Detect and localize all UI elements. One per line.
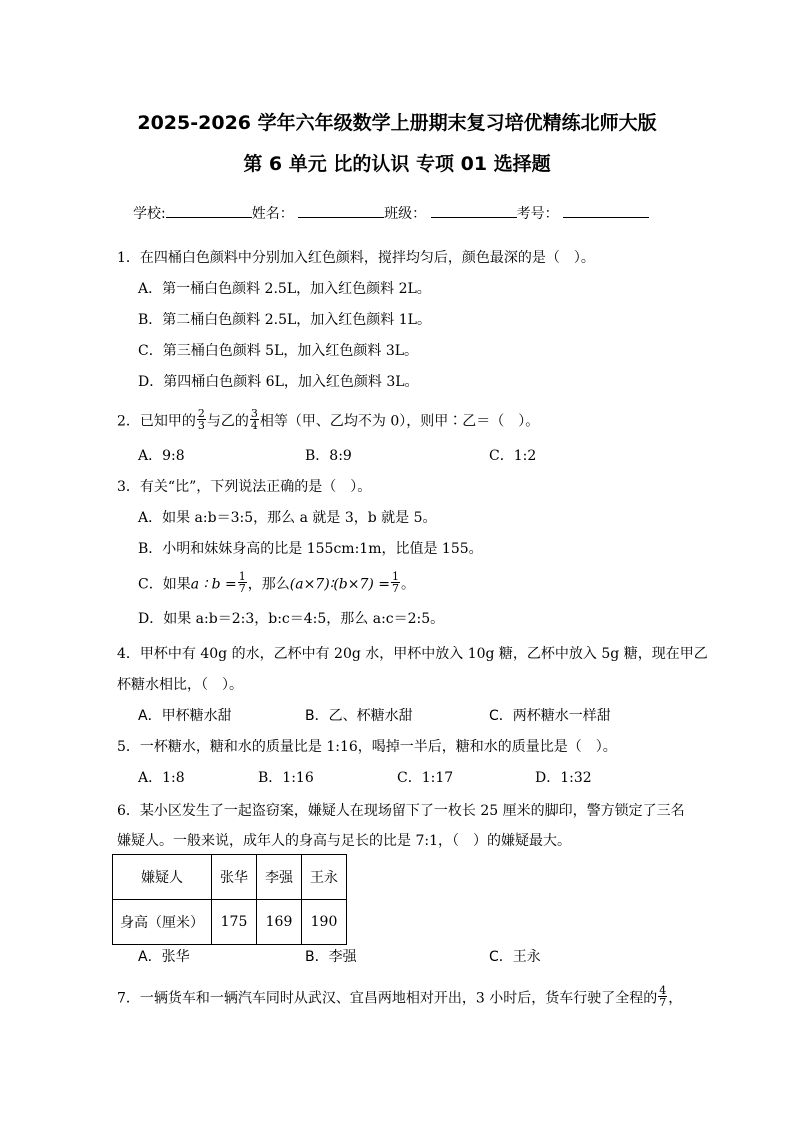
q1-option-d[interactable]: D．第四桶白色颜料 6L，加入红色颜料 3L。 xyxy=(138,374,419,390)
fraction-denominator: 7 xyxy=(238,582,246,595)
q6-option-c[interactable]: C．王永 xyxy=(489,949,541,965)
q1-option-b[interactable]: B．第二桶白色颜料 2.5L，加入红色颜料 1L。 xyxy=(138,312,431,328)
table-cell: 169 xyxy=(257,900,302,945)
q5-option-b[interactable]: B．1:16 xyxy=(258,770,314,786)
q2-stem-a: 2．已知甲的 xyxy=(117,413,196,430)
q4-option-b[interactable]: B．乙、杯糖水甜 xyxy=(305,708,413,724)
student-info-row xyxy=(133,203,649,223)
fraction-numerator: 4 xyxy=(659,984,667,997)
q3-option-c-end: 。 xyxy=(401,576,416,593)
q7-stem xyxy=(117,984,683,1010)
page-title: 2025-2026 学年六年级数学上册期末复习培优精练北师大版 xyxy=(137,112,657,134)
q3-option-c[interactable] xyxy=(138,570,416,596)
fraction-numerator: 1 xyxy=(392,570,400,583)
table-header-cell: 李强 xyxy=(257,855,302,900)
table-header-cell: 王永 xyxy=(302,855,347,900)
q1-option-c[interactable]: C．第三桶白色颜料 5L，加入红色颜料 3L。 xyxy=(138,343,419,359)
q7-stem-end: ， xyxy=(668,990,683,1007)
q5-stem: 5．一杯糖水，糖和水的质量比是 1:16，喝掉一半后，糖和水的质量比是（ ）。 xyxy=(117,739,617,755)
q2-stem xyxy=(117,407,540,433)
q2-stem-b: 与乙的 xyxy=(206,413,249,430)
name-label: 姓名： xyxy=(251,206,294,222)
fraction xyxy=(250,408,259,431)
q5-option-d[interactable]: D．1:32 xyxy=(535,770,592,786)
q3-option-d[interactable]: D．如果 a:b＝2:3，b:c＝4:5，那么 a:c＝2:5。 xyxy=(138,611,445,627)
q6-stem-line1: 6．某小区发生了一起盗窃案，嫌疑人在现场留下了一枚长 25 厘米的脚印，警方锁定了三名 xyxy=(117,803,685,819)
q5-option-a[interactable]: A．1:8 xyxy=(138,770,185,786)
q5-option-c[interactable]: C．1:17 xyxy=(397,770,454,786)
class-blank[interactable] xyxy=(431,204,517,218)
q1-stem: 1．在四桶白色颜料中分别加入红色颜料，搅拌均匀后，颜色最深的是（ ）。 xyxy=(117,250,595,266)
suspect-table xyxy=(112,854,347,945)
table-row xyxy=(113,900,347,945)
q6-option-a[interactable]: A．张华 xyxy=(138,949,190,965)
fraction-denominator: 3 xyxy=(197,419,205,432)
q4-stem-line1: 4．甲杯中有 40g 的水，乙杯中有 20g 水，甲杯中放入 10g 糖，乙杯中放入 5g 糖，现在甲乙 xyxy=(117,646,708,662)
q2-stem-c: 相等（甲、乙均不为 0），则甲∶乙＝（ ）。 xyxy=(259,413,540,430)
q7-stem-text: 7．一辆货车和一辆汽车同时从武汉、宜昌两地相对开出，3 小时后，货车行驶了全程的 xyxy=(117,990,658,1007)
q6-stem-line2: 嫌疑人。一般来说，成年人的身高与足长的比是 7:1，（ ）的嫌疑最大。 xyxy=(117,833,571,849)
fraction xyxy=(391,571,400,594)
table-cell: 190 xyxy=(302,900,347,945)
q3-option-a[interactable]: A．如果 a:b＝3:5，那么 a 就是 3，b 就是 5。 xyxy=(138,510,437,526)
fraction xyxy=(197,408,206,431)
exam-no-blank[interactable] xyxy=(563,204,649,218)
q3-stem: 3．有关“比”，下列说法正确的是（ ）。 xyxy=(117,479,372,495)
q6-option-b[interactable]: B．李强 xyxy=(305,949,357,965)
math-expression: (a×7)∶(b×7) = xyxy=(289,576,391,593)
q3-option-c-mid: ，那么 xyxy=(247,576,290,593)
math-expression: a ∶ b = xyxy=(190,576,237,593)
q4-option-a[interactable]: A．甲杯糖水甜 xyxy=(138,708,232,724)
page-subtitle: 第 6 单元 比的认识 专项 01 选择题 xyxy=(243,153,551,175)
q3-option-c-label: C．如果 xyxy=(138,576,191,593)
class-label: 班级： xyxy=(384,206,427,222)
table-cell: 身高（厘米） xyxy=(113,900,212,945)
exam-no-label: 考号： xyxy=(516,206,559,222)
table-header-cell: 嫌疑人 xyxy=(113,855,212,900)
table-header-cell: 张华 xyxy=(212,855,257,900)
school-label: 学校: xyxy=(133,206,166,222)
q2-option-b[interactable]: B．8:9 xyxy=(305,448,352,464)
name-blank[interactable] xyxy=(298,204,384,218)
fraction-numerator: 2 xyxy=(197,407,205,420)
q3-option-b[interactable]: B．小明和妹妹身高的比是 155cm:1m，比值是 155。 xyxy=(138,541,483,557)
q2-option-a[interactable]: A．9:8 xyxy=(138,448,185,464)
table-cell: 175 xyxy=(212,900,257,945)
fraction-numerator: 3 xyxy=(250,407,258,420)
fraction-numerator: 1 xyxy=(238,570,246,583)
school-blank[interactable] xyxy=(166,204,252,218)
table-header-row xyxy=(113,855,347,900)
fraction-denominator: 7 xyxy=(659,996,667,1009)
q4-option-c[interactable]: C．两杯糖水一样甜 xyxy=(489,708,611,724)
q1-option-a[interactable]: A．第一桶白色颜料 2.5L，加入红色颜料 2L。 xyxy=(138,281,431,297)
fraction xyxy=(238,571,247,594)
fraction xyxy=(658,985,667,1008)
q2-option-c[interactable]: C．1:2 xyxy=(489,448,537,464)
fraction-denominator: 4 xyxy=(250,419,258,432)
q4-stem-line2: 杯糖水相比，（ ）。 xyxy=(117,677,243,693)
fraction-denominator: 7 xyxy=(392,582,400,595)
